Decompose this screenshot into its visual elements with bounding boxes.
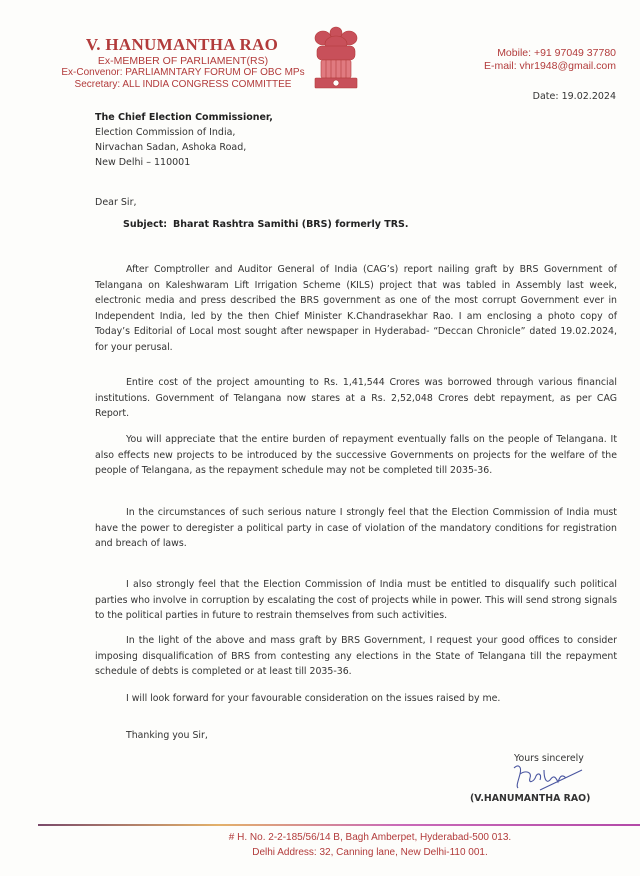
recipient-address <box>95 110 273 170</box>
letterhead-title-2: Ex-Convenor: PARLIAMNTARY FORUM OF OBC MPs <box>61 67 305 78</box>
email-address: E-mail: vhr1948@gmail.com <box>483 60 616 72</box>
recipient-title: The Chief Election Commissioner, <box>95 112 273 123</box>
body-paragraph: You will appreciate that the entire burden of repayment eventually falls on the people of Telangana. It also effects new projects to be introduced by the successive Governments on projects for the welfare of the people of Telangana, as the repayment schedule may not be completed till 2035-36. <box>95 434 617 477</box>
signatory-name: (V.HANUMANTHA RAO) <box>470 793 591 804</box>
body-paragraph: After Comptroller and Auditor General of India (CAG’s) report nailing graft by BRS Government of Telangana on Kaleshwaram Lift Irrigation Scheme (KILS) project that was tabled in Assembly last week, electronic media and press described the BRS government as one of the most corrupt Government ever in Independent India, led by the then Chief Minister K.Chandrasekhar Rao. I am enclosing a photo copy of Today’s Editorial of Local most sought after newspaper in Hyderabad- “Deccan Chronicle” dated 19.02.2024, for your perusal. <box>95 264 617 353</box>
national-emblem-icon <box>309 24 363 92</box>
recipient-line: Election Commission of India, <box>95 127 236 138</box>
letterhead-name: V. HANUMANTHA RAO <box>85 35 279 54</box>
body-paragraph: In the circumstances of such serious nature I strongly feel that the Election Commission of India must have the power to deregister a political party in case of violation of the mandatory conditions for registration and breach of laws. <box>95 507 617 550</box>
subject-label: Subject: <box>123 219 168 230</box>
contact-info <box>484 47 616 73</box>
signature-icon <box>510 762 590 792</box>
mobile-number: Mobile: +91 97049 37780 <box>497 47 616 59</box>
letterhead-title-1: Ex-MEMBER OF PARLIAMENT(RS) <box>97 55 269 67</box>
salutation: Dear Sir, <box>95 197 137 208</box>
subject-value: Bharat Rashtra Samithi (BRS) formerly TRS. <box>173 219 409 230</box>
thanks-line: Thanking you Sir, <box>126 730 208 741</box>
recipient-line: New Delhi – 110001 <box>95 157 191 168</box>
letter-date: Date: 19.02.2024 <box>532 91 616 102</box>
body-paragraph: I will look forward for your favourable consideration on the issues raised by me. <box>126 693 501 704</box>
recipient-line: Nirvachan Sadan, Ashoka Road, <box>95 142 247 153</box>
subject-line <box>123 219 409 230</box>
letterhead-title-3: Secretary: ALL INDIA CONGRESS COMMITTEE <box>74 79 292 90</box>
footer-delhi-address: Delhi Address: 32, Canning lane, New Delhi-110 001. <box>252 847 488 858</box>
body-paragraph: In the light of the above and mass graft by BRS Government, I request your good offices to consider imposing disqualification of BRS from contesting any elections in the State of Telangana till the repayment schedule of debts is completed or at least till 2035-36. <box>95 635 617 678</box>
body-paragraph: Entire cost of the project amounting to Rs. 1,41,544 Crores was borrowed through various financial institutions. Government of Telangana now stares at a Rs. 2,52,048 Crores debt repayment, as per CAG Report. <box>95 377 617 420</box>
yours-sincerely: Yours sincerely <box>514 753 584 764</box>
footer-divider <box>38 824 640 826</box>
footer-address: # H. No. 2-2-185/56/14 B, Bagh Amberpet, Hyderabad-500 013. <box>228 832 512 843</box>
body-paragraph: I also strongly feel that the Election Commission of India must be entitled to disqualify such political parties who involve in corruption by escalating the cost of projects while in power. This will send strong signals to the political parties in future to restrain themselves from such activities. <box>95 579 617 622</box>
